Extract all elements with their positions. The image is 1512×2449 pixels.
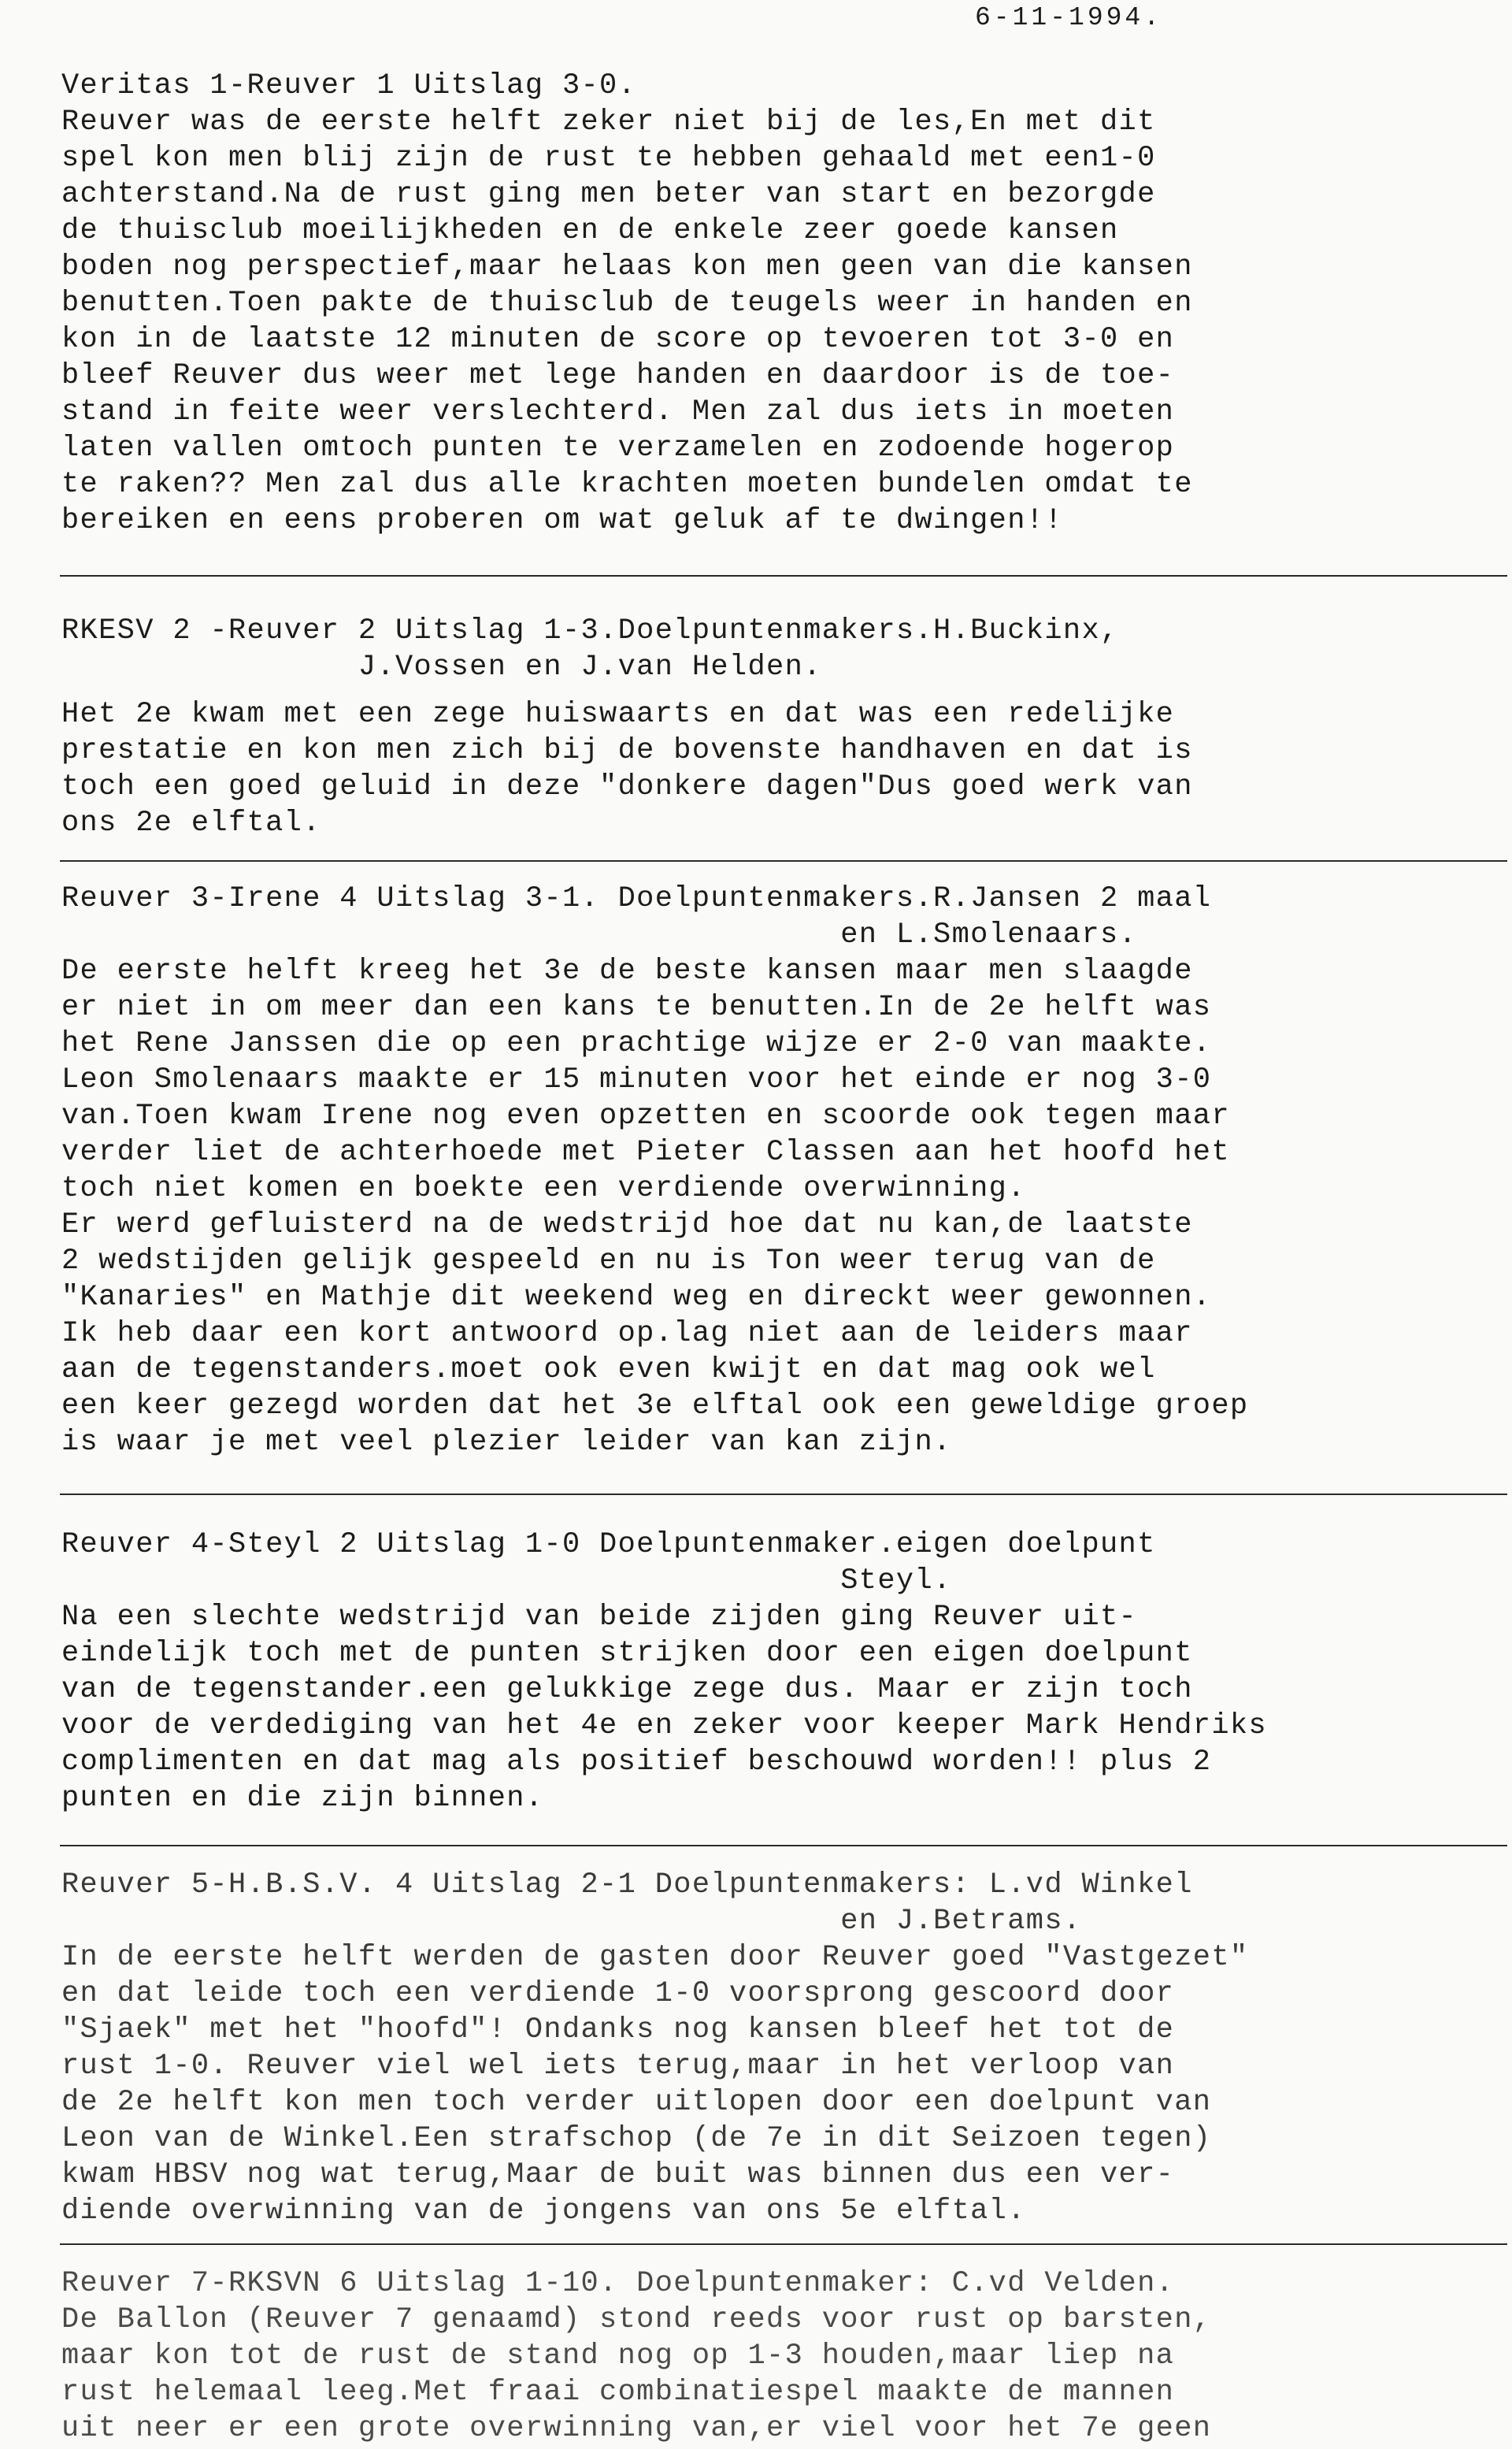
report-line: verder liet de achterhoede met Pieter Classen aan het hoofd het bbox=[61, 1136, 1230, 1169]
report-line: een keer gezegd worden dat het 3e elftal ook een geweldige groep bbox=[61, 1390, 1249, 1423]
report-line: voor de verdediging van het 4e en zeker voor keeper Mark Hendriks bbox=[61, 1709, 1267, 1742]
report-line: prestatie en kon men zich bij de bovenste handhaven en dat is bbox=[61, 734, 1193, 767]
report-line: kon in de laatste 12 minuten de score op tevoeren tot 3-0 en bbox=[61, 323, 1175, 356]
match-scorers: Steyl. bbox=[61, 1564, 952, 1597]
report-line: rust helemaal leeg.Met fraai combinatiespel maakte de mannen bbox=[61, 2376, 1175, 2409]
report-line: het Rene Janssen die op een prachtige wijze er 2-0 van maakte. bbox=[61, 1027, 1212, 1060]
report-line: boden nog perspectief,maar helaas kon men geen van die kansen bbox=[61, 250, 1193, 284]
match-header: Veritas 1-Reuver 1 Uitslag 3-0. bbox=[61, 69, 637, 102]
match-scorers: en J.Betrams. bbox=[61, 1905, 1082, 1938]
match-scorers: en L.Smolenaars. bbox=[61, 918, 1138, 952]
report-line: Ik heb daar een kort antwoord op.lag niet aan de leiders maar bbox=[61, 1317, 1193, 1350]
match-scorers: J.Vossen en J.van Helden. bbox=[61, 651, 822, 684]
report-line: de thuisclub moeilijkheden en de enkele zeer goede kansen bbox=[61, 214, 1119, 247]
match-report-reuver-1 bbox=[61, 68, 1479, 539]
report-line: te raken?? Men zal dus alle krachten moeten bundelen omdat te bbox=[61, 468, 1193, 501]
match-report-reuver-7 bbox=[61, 2265, 1479, 2447]
section-divider bbox=[60, 1845, 1507, 1846]
report-line: In de eerste helft werden de gasten door Reuver goed "Vastgezet" bbox=[61, 1941, 1249, 1974]
report-line: Het 2e kwam met een zege huiswaarts en dat was een redelijke bbox=[61, 698, 1175, 731]
report-line: uit neer er een grote overwinning van,er viel voor het 7e geen bbox=[61, 2412, 1212, 2445]
match-header: Reuver 3-Irene 4 Uitslag 3-1. Doelpuntenmakers.R.Jansen 2 maal bbox=[61, 882, 1212, 915]
match-header: Reuver 5-H.B.S.V. 4 Uitslag 2-1 Doelpuntenmakers: L.vd Winkel bbox=[61, 1868, 1193, 1902]
match-report-reuver-3 bbox=[61, 881, 1479, 1460]
match-report-reuver-4 bbox=[61, 1527, 1479, 1816]
report-line: kwam HBSV nog wat terug,Maar de buit was binnen dus een ver- bbox=[61, 2158, 1175, 2191]
match-report-reuver-2 bbox=[61, 613, 1479, 841]
match-header: Reuver 7-RKSVN 6 Uitslag 1-10. Doelpuntenmaker: C.vd Velden. bbox=[61, 2267, 1175, 2300]
report-line: 2 wedstijden gelijk gespeeld en nu is Ton weer terug van de bbox=[61, 1245, 1156, 1278]
report-line: achterstand.Na de rust ging men beter van start en bezorgde bbox=[61, 178, 1156, 211]
report-line: rust 1-0. Reuver viel wel iets terug,maar in het verloop van bbox=[61, 2050, 1175, 2083]
report-line: de 2e helft kon men toch verder uitlopen door een doelpunt van bbox=[61, 2086, 1212, 2119]
report-line: diende overwinning van de jongens van ons 5e elftal. bbox=[61, 2195, 1026, 2228]
section-divider bbox=[60, 2243, 1507, 2245]
report-line: van de tegenstander.een gelukkige zege dus. Maar er zijn toch bbox=[61, 1673, 1193, 1706]
report-line: De eerste helft kreeg het 3e de beste kansen maar men slaagde bbox=[61, 955, 1193, 988]
report-line: Leon Smolenaars maakte er 15 minuten voor het einde er nog 3-0 bbox=[61, 1063, 1212, 1096]
report-line: bleef Reuver dus weer met lege handen en daardoor is de toe- bbox=[61, 359, 1175, 392]
match-header: RKESV 2 -Reuver 2 Uitslag 1-3.Doelpuntenmakers.H.Buckinx, bbox=[61, 614, 1119, 648]
section-divider bbox=[60, 575, 1507, 577]
report-line: is waar je met veel plezier leider van kan zijn. bbox=[61, 1426, 952, 1459]
report-line: Reuver was de eerste helft zeker niet bij de les,En met dit bbox=[61, 106, 1156, 139]
report-line: toch een goed geluid in deze "donkere dagen"Dus goed werk van bbox=[61, 770, 1193, 803]
report-line: laten vallen omtoch punten te verzamelen en zodoende hogerop bbox=[61, 432, 1175, 465]
report-line: benutten.Toen pakte de thuisclub de teugels weer in handen en bbox=[61, 287, 1193, 320]
section-divider bbox=[60, 860, 1507, 862]
report-line: en dat leide toch een verdiende 1-0 voorsprong gescoord door bbox=[61, 1977, 1175, 2010]
match-header: Reuver 4-Steyl 2 Uitslag 1-0 Doelpuntenmaker.eigen doelpunt bbox=[61, 1528, 1156, 1561]
report-line: De Ballon (Reuver 7 genaamd) stond reeds voor rust op barsten, bbox=[61, 2303, 1212, 2336]
report-line: van.Toen kwam Irene nog even opzetten en scoorde ook tegen maar bbox=[61, 1100, 1230, 1133]
report-line: aan de tegenstanders.moet ook even kwijt en dat mag ook wel bbox=[61, 1353, 1156, 1386]
report-line: toch niet komen en boekte een verdiende overwinning. bbox=[61, 1172, 1026, 1205]
report-line: bereiken en eens proberen om wat geluk af te dwingen!! bbox=[61, 504, 1063, 537]
report-line: maar kon tot de rust de stand nog op 1-3 houden,maar liep na bbox=[61, 2340, 1175, 2373]
report-line: "Sjaek" met het "hoofd"! Ondanks nog kansen bleef het tot de bbox=[61, 2013, 1175, 2046]
report-line: Er werd gefluisterd na de wedstrijd hoe dat nu kan,de laatste bbox=[61, 1208, 1193, 1241]
match-report-reuver-5 bbox=[61, 1867, 1479, 2229]
report-line: complimenten en dat mag als positief beschouwd worden!! plus 2 bbox=[61, 1746, 1212, 1779]
document-date: 6-11-1994. bbox=[975, 3, 1163, 32]
report-line: "Kanaries" en Mathje dit weekend weg en direckt weer gewonnen. bbox=[61, 1281, 1212, 1314]
report-line: er niet in om meer dan een kans te benutten.In de 2e helft was bbox=[61, 991, 1212, 1024]
report-line: spel kon men blij zijn de rust te hebben gehaald met een1-0 bbox=[61, 142, 1156, 175]
section-divider bbox=[60, 1494, 1507, 1495]
report-line: Leon van de Winkel.Een strafschop (de 7e in dit Seizoen tegen) bbox=[61, 2122, 1212, 2155]
report-line: Na een slechte wedstrijd van beide zijden ging Reuver uit- bbox=[61, 1601, 1138, 1634]
report-line: punten en die zijn binnen. bbox=[61, 1782, 544, 1815]
report-line: stand in feite weer verslechterd. Men zal dus iets in moeten bbox=[61, 395, 1175, 429]
report-line: eindelijk toch met de punten strijken door een eigen doelpunt bbox=[61, 1637, 1193, 1670]
report-line: ons 2e elftal. bbox=[61, 807, 321, 840]
